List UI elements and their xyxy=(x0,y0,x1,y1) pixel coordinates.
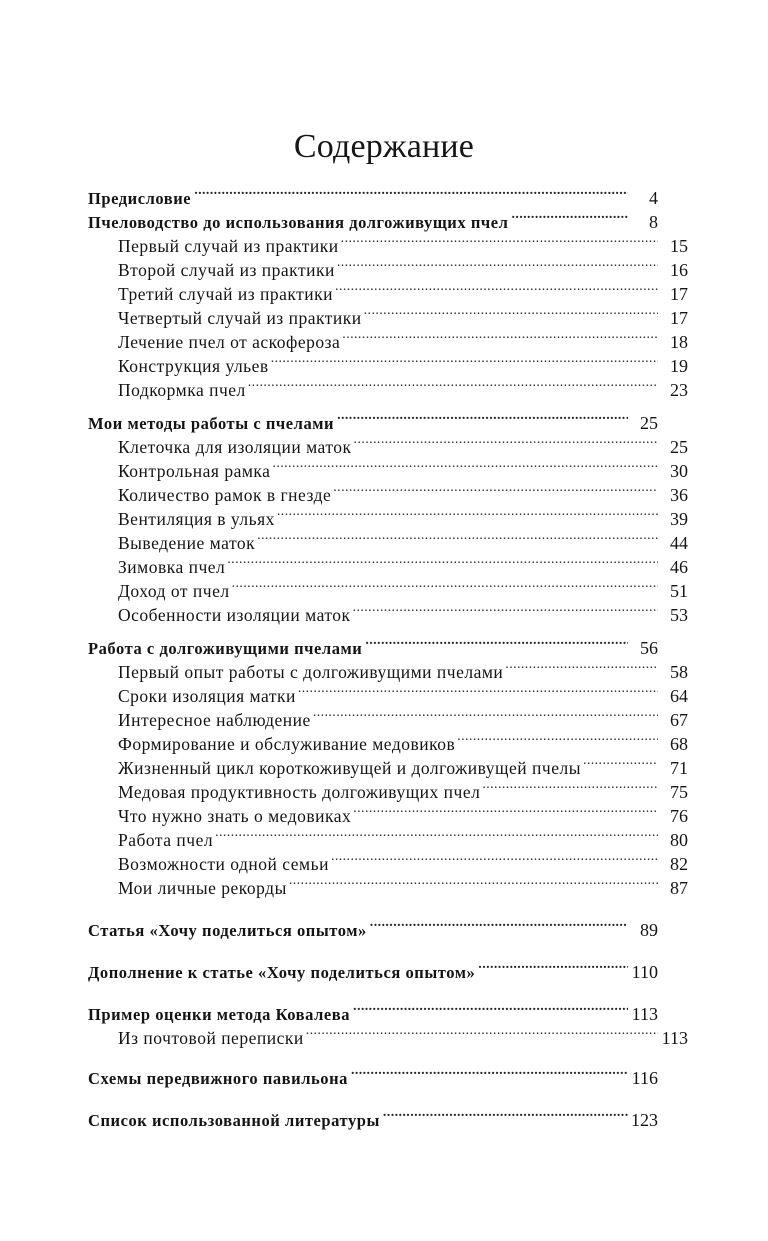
toc-subentry-row[interactable] xyxy=(88,579,688,603)
dot-leader xyxy=(482,784,658,798)
toc-subentry-row[interactable] xyxy=(88,354,688,378)
toc-entry-page-number: 123 xyxy=(631,1110,658,1130)
toc-entry-label: Первый опыт работы с долгоживущими пчелами xyxy=(118,662,504,682)
dot-leader xyxy=(351,1070,628,1084)
toc-section-row[interactable] xyxy=(88,918,658,942)
dot-leader xyxy=(289,880,658,894)
toc-entry-label: Клеточка для изоляции маток xyxy=(118,437,352,457)
toc-subentry-row[interactable] xyxy=(88,282,688,306)
dot-leader xyxy=(227,559,658,573)
toc-subentry-row[interactable] xyxy=(88,732,688,756)
toc-entry-label: Жизненный цикл короткоживущей и долгоживущей пчелы xyxy=(118,758,581,778)
dot-leader xyxy=(341,238,658,252)
toc-entry-page-number: 53 xyxy=(670,605,688,625)
dot-leader xyxy=(271,358,658,372)
toc-entry-label: Вентиляция в ульях xyxy=(118,509,275,529)
toc-entry-page-number: 82 xyxy=(670,854,688,874)
toc-subentry-row[interactable] xyxy=(88,708,688,732)
toc-subentry-row[interactable] xyxy=(88,684,688,708)
toc-entry-page-number: 16 xyxy=(670,260,688,280)
toc-entry-label: Особенности изоляции маток xyxy=(118,605,351,625)
dot-leader xyxy=(337,262,658,276)
toc-entry-page-number: 113 xyxy=(661,1028,688,1048)
toc-entry-page-number: 36 xyxy=(670,485,688,505)
toc-entry-label: Контрольная рамка xyxy=(118,461,271,481)
toc-entry-label: Возможности одной семьи xyxy=(118,854,329,874)
dot-leader xyxy=(257,535,658,549)
toc-entry-page-number: 87 xyxy=(670,878,688,898)
toc-entry-page-number: 4 xyxy=(649,188,658,208)
toc-subentry-row[interactable] xyxy=(88,507,688,531)
toc-section-row[interactable] xyxy=(88,1066,658,1090)
toc-subentry-row[interactable] xyxy=(88,435,688,459)
dot-leader xyxy=(505,664,658,678)
toc-entry-page-number: 17 xyxy=(670,308,688,328)
toc-subentry-row[interactable] xyxy=(88,660,688,684)
dot-leader xyxy=(511,214,628,228)
toc-section-row[interactable] xyxy=(88,1108,658,1132)
toc-entry-label: Сроки изоляция матки xyxy=(118,686,296,706)
toc-entry-page-number: 89 xyxy=(640,920,658,940)
toc-entry-page-number: 15 xyxy=(670,236,688,256)
toc-entry-label: Из почтовой переписки xyxy=(118,1028,304,1048)
toc-subentry-row[interactable] xyxy=(88,555,688,579)
toc-entry-page-number: 25 xyxy=(670,437,688,457)
toc-entry-label: Что нужно знать о медовиках xyxy=(118,806,352,826)
toc-subentry-row[interactable] xyxy=(88,780,688,804)
toc-subentry-row[interactable] xyxy=(88,258,688,282)
dot-leader xyxy=(383,1112,628,1126)
toc-subentry-row[interactable] xyxy=(88,876,688,900)
toc-entry-label: Количество рамок в гнезде xyxy=(118,485,332,505)
dot-leader xyxy=(232,583,658,597)
toc-subentry-row[interactable] xyxy=(88,483,688,507)
toc-subentry-row[interactable] xyxy=(88,234,688,258)
toc-entry-label: Доход от пчел xyxy=(118,581,230,601)
toc-entry-page-number: 76 xyxy=(670,806,688,826)
toc-section-row[interactable] xyxy=(88,1002,658,1026)
toc-entry-page-number: 8 xyxy=(649,212,658,232)
toc-entry-page-number: 39 xyxy=(670,509,688,529)
toc-subentry-row[interactable] xyxy=(88,852,688,876)
toc-entry-page-number: 46 xyxy=(670,557,688,577)
dot-leader xyxy=(277,511,658,525)
toc-entry-label: Второй случай из практики xyxy=(118,260,335,280)
toc-subentry-row[interactable] xyxy=(88,306,688,330)
dot-leader xyxy=(331,856,658,870)
toc-entry-label: Мои личные рекорды xyxy=(118,878,287,898)
toc-section-row[interactable] xyxy=(88,210,658,234)
dot-leader xyxy=(353,808,658,822)
toc-entry-label: Четвертый случай из практики xyxy=(118,308,362,328)
toc-entry-page-number: 64 xyxy=(670,686,688,706)
toc-entry-page-number: 18 xyxy=(670,332,688,352)
toc-entry-label: Лечение пчел от аскофероза xyxy=(118,332,341,352)
toc-entry-label: Работа пчел xyxy=(118,830,214,850)
toc-entry-label: Медовая продуктивность долгоживущих пчел xyxy=(118,782,481,802)
dot-leader xyxy=(272,463,658,477)
toc-subentry-row[interactable] xyxy=(88,804,688,828)
toc-entry-page-number: 67 xyxy=(670,710,688,730)
dot-leader xyxy=(342,334,658,348)
toc-entry-label: Зимовка пчел xyxy=(118,557,226,577)
toc-entry-page-number: 23 xyxy=(670,380,688,400)
toc-subentry-row[interactable] xyxy=(88,330,688,354)
toc-entry-label: Мои методы работы с пчелами xyxy=(88,414,335,433)
toc-entry-label: Пример оценки метода Ковалева xyxy=(88,1005,351,1024)
toc-entry-page-number: 113 xyxy=(631,1004,658,1024)
toc-entry-page-number: 68 xyxy=(670,734,688,754)
toc-entry-page-number: 25 xyxy=(640,413,658,433)
dot-leader xyxy=(478,964,628,978)
toc-entry-page-number: 17 xyxy=(670,284,688,304)
toc-section-row[interactable] xyxy=(88,636,658,660)
dot-leader xyxy=(353,607,658,621)
toc-entry-page-number: 80 xyxy=(670,830,688,850)
toc-entry-page-number: 116 xyxy=(631,1068,658,1088)
toc-subentry-row[interactable] xyxy=(88,378,688,402)
dot-leader xyxy=(365,640,628,654)
toc-section-row[interactable] xyxy=(88,186,658,210)
toc-entry-label: Третий случай из практики xyxy=(118,284,334,304)
toc-entry-page-number: 19 xyxy=(670,356,688,376)
toc-entry-label: Выведение маток xyxy=(118,533,256,553)
dot-leader xyxy=(248,382,658,396)
toc-subentry-row[interactable] xyxy=(88,459,688,483)
toc-entry-label: Формирование и обслуживание медовиков xyxy=(118,734,456,754)
toc-entry-label: Дополнение к статье «Хочу поделиться опытом» xyxy=(88,963,476,982)
dot-leader xyxy=(583,760,658,774)
toc-subentry-row[interactable] xyxy=(88,756,688,780)
toc-entry-page-number: 30 xyxy=(670,461,688,481)
toc-section-row[interactable] xyxy=(88,960,658,984)
toc-entry-label: Интересное наблюдение xyxy=(118,710,311,730)
toc-subentry-row[interactable] xyxy=(88,531,688,555)
toc-entry-page-number: 51 xyxy=(670,581,688,601)
toc-entry-label: Схемы передвижного павильона xyxy=(88,1069,348,1088)
dot-leader xyxy=(337,415,628,429)
toc-section-row[interactable] xyxy=(88,411,658,435)
dot-leader xyxy=(298,688,658,702)
dot-leader xyxy=(313,712,658,726)
dot-leader xyxy=(354,439,658,453)
table-of-contents-list xyxy=(88,186,688,1132)
toc-entry-label: Первый случай из практики xyxy=(118,236,339,256)
toc-subentry-row[interactable] xyxy=(88,603,688,627)
dot-leader xyxy=(364,310,658,324)
toc-entry-label: Работа с долгоживущими пчелами xyxy=(88,639,363,658)
toc-entry-page-number: 71 xyxy=(670,758,688,778)
toc-entry-label: Статья «Хочу поделиться опытом» xyxy=(88,921,367,940)
toc-entry-page-number: 75 xyxy=(670,782,688,802)
dot-leader xyxy=(353,1006,628,1020)
dot-leader xyxy=(194,190,628,204)
toc-entry-label: Пчеловодство до использования долгоживущих пчел xyxy=(88,213,509,232)
toc-entry-page-number: 44 xyxy=(670,533,688,553)
toc-subentry-row[interactable] xyxy=(88,1026,688,1050)
toc-subentry-row[interactable] xyxy=(88,828,688,852)
toc-entry-label: Конструкция ульев xyxy=(118,356,269,376)
dot-leader xyxy=(457,736,658,750)
dot-leader xyxy=(215,832,658,846)
toc-entry-label: Предисловие xyxy=(88,189,192,208)
toc-entry-page-number: 110 xyxy=(631,962,658,982)
dot-leader xyxy=(335,286,658,300)
dot-leader xyxy=(306,1030,658,1044)
page-title: Содержание xyxy=(293,128,475,165)
toc-entry-label: Подкормка пчел xyxy=(118,380,246,400)
toc-entry-label: Список использованной литературы xyxy=(88,1111,380,1130)
toc-entry-page-number: 56 xyxy=(640,638,658,658)
toc-entry-page-number: 58 xyxy=(670,662,688,682)
dot-leader xyxy=(333,487,658,501)
dot-leader xyxy=(370,922,628,936)
